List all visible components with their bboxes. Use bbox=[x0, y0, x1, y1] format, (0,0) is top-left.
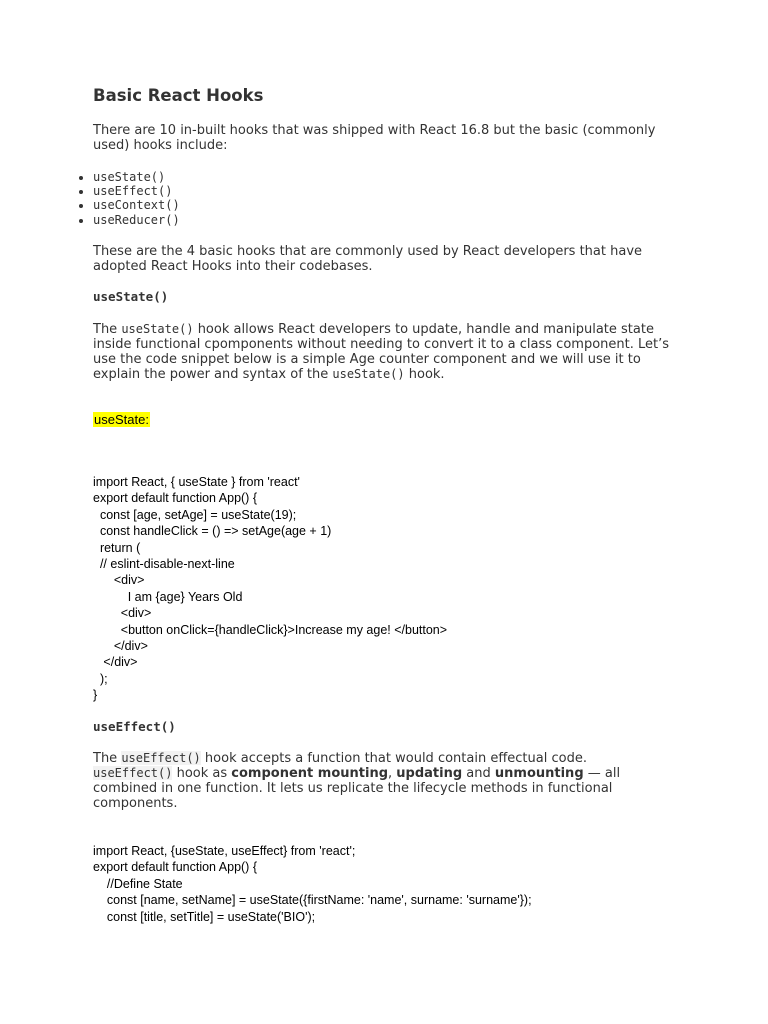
useeffect-heading: useEffect() bbox=[93, 719, 176, 734]
list-item: • useContext() bbox=[93, 198, 180, 212]
code-line: I am {age} Years Old bbox=[93, 589, 243, 604]
code-line: </div> bbox=[93, 639, 148, 654]
inline-code: useEffect() bbox=[121, 751, 201, 765]
page-title: Basic React Hooks bbox=[93, 86, 264, 105]
usestate-heading: useState() bbox=[93, 289, 169, 304]
list-item: • useEffect() bbox=[93, 184, 180, 198]
code-line: // eslint-disable-next-line bbox=[93, 557, 235, 572]
inline-code: useState() bbox=[121, 322, 194, 336]
code-line: export default function App() { bbox=[93, 491, 257, 506]
intro-paragraph: There are 10 in-built hooks that was shipped with React 16.8 but the basic (commonly used) hooks include: bbox=[93, 123, 656, 153]
code-line: const [age, setAge] = useState(19); bbox=[93, 507, 297, 522]
code-line: const [name, setName] = useState({firstName: 'name', surname: 'surname'}); bbox=[93, 893, 532, 908]
code-line: const handleClick = () => setAge(age + 1) bbox=[93, 524, 332, 539]
list-item: • useState() bbox=[93, 170, 180, 184]
list-item: • useReducer() bbox=[93, 213, 180, 227]
usestate-code-block bbox=[93, 474, 447, 704]
code-line: //Define State bbox=[93, 876, 183, 891]
code-line: return ( bbox=[93, 540, 141, 555]
code-line: import React, { useState } from 'react' bbox=[93, 475, 300, 489]
basic-hooks-paragraph: These are the 4 basic hooks that are commonly used by React developers that have adopted React Hooks into their codebases. bbox=[93, 244, 643, 274]
useeffect-paragraph: The useEffect() hook accepts a function that would contain effectual code. useEffect() hook as component mounting, updating and unmounting — all combined in one function. It lets us replicate the lifecycle methods in functional components. bbox=[93, 751, 621, 811]
code-line: <button onClick={handleClick}>Increase my age! </button> bbox=[93, 622, 448, 637]
code-line: </div> bbox=[93, 655, 138, 670]
code-line: } bbox=[93, 688, 98, 703]
code-line: const [title, setTitle] = useState('BIO'); bbox=[93, 909, 316, 924]
hooks-list bbox=[60, 170, 180, 227]
usestate-paragraph: The useState() hook allows React developers to update, handle and manipulate state inside functional cpomponents without needing to convert it to a class component. Let’s use the code snippet below is a simple Age counter component and we will use it to explain the power and syntax of the useState() hook. bbox=[93, 322, 669, 382]
code-line: import React, {useState, useEffect} from 'react'; bbox=[93, 844, 356, 858]
useeffect-code-block bbox=[93, 843, 532, 925]
code-line: <div> bbox=[93, 606, 152, 621]
code-line: ); bbox=[93, 671, 108, 686]
inline-code: useEffect() bbox=[93, 766, 173, 780]
code-line: export default function App() { bbox=[93, 860, 257, 875]
code-line: <div> bbox=[93, 573, 145, 588]
highlighted-label: useState: bbox=[94, 412, 149, 427]
inline-code: useState() bbox=[332, 367, 405, 381]
